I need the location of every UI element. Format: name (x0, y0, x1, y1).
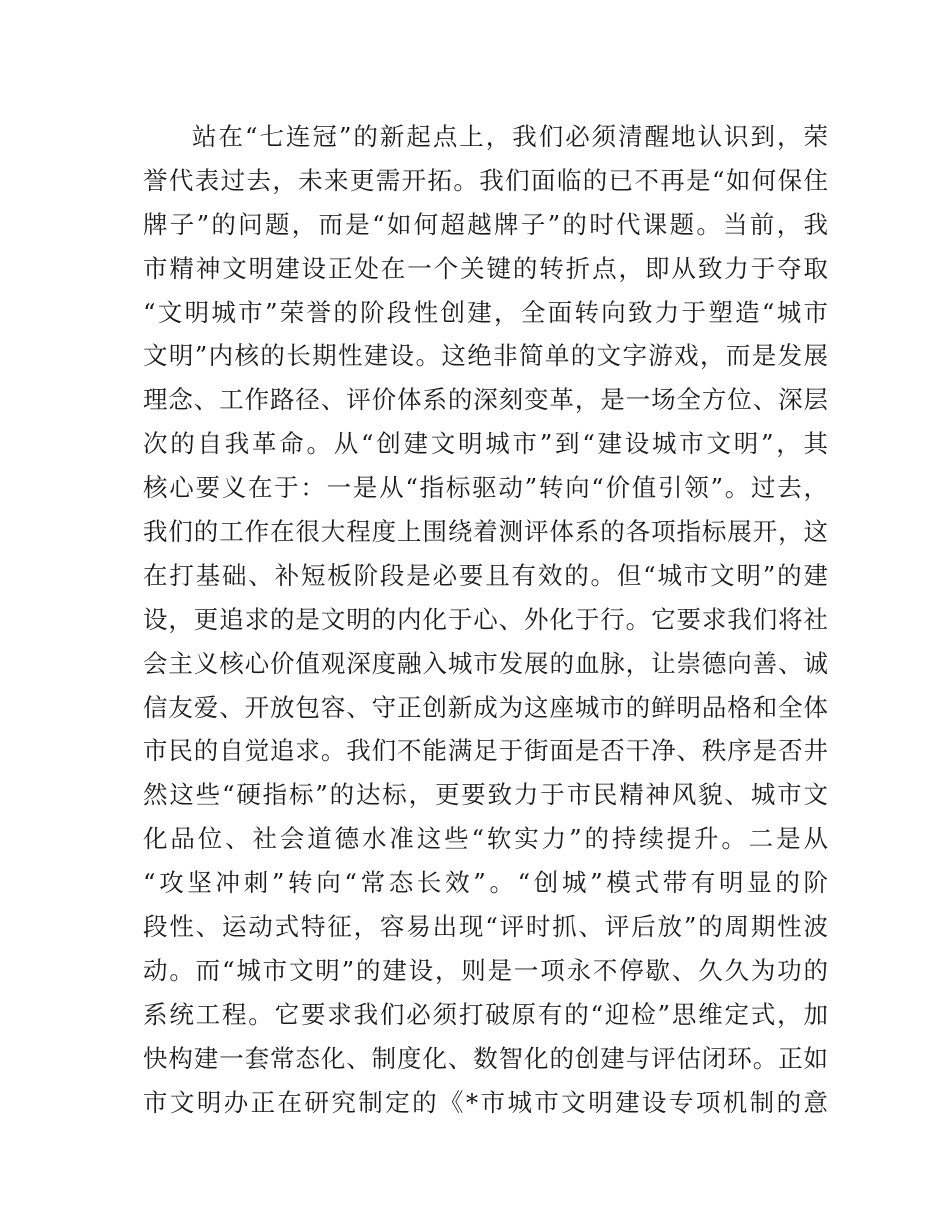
paragraph-line: 牌子”的问题，而是“如何超越牌子”的时代课题。当前，我 (143, 209, 828, 239)
paragraph-line: 然这些“硬指标”的达标，更要致力于市民精神风貌、城市文 (143, 780, 828, 810)
paragraph-line: 信友爱、开放包容、守正创新成为这座城市的鲜明品格和全体 (143, 692, 828, 722)
paragraph-line: 市精神文明建设正处在一个关键的转折点，即从致力于夺取 (143, 253, 828, 283)
paragraph-line: 理念、工作路径、评价体系的深刻变革，是一场全方位、深层 (143, 385, 828, 415)
paragraph-line: 段性、运动式特征，容易出现“评时抓、评后放”的周期性波 (143, 912, 828, 942)
body-paragraph (143, 115, 828, 1124)
paragraph-line: 设，更追求的是文明的内化于心、外化于行。它要求我们将社 (143, 604, 828, 634)
paragraph-line: 动。而“城市文明”的建设，则是一项永不停歇、久久为功的 (143, 955, 828, 985)
paragraph-line: 市民的自觉追求。我们不能满足于街面是否干净、秩序是否井 (143, 736, 828, 766)
paragraph-line: 市文明办正在研究制定的《*市城市文明建设专项机制的意 (143, 1087, 828, 1117)
paragraph-line: 我们的工作在很大程度上围绕着测评体系的各项指标展开，这 (143, 517, 828, 547)
paragraph-line: 次的自我革命。从“创建文明城市”到“建设城市文明”，其 (143, 429, 828, 459)
paragraph-line: 文明”内核的长期性建设。这绝非简单的文字游戏，而是发展 (143, 341, 828, 371)
paragraph-line: “文明城市”荣誉的阶段性创建，全面转向致力于塑造“城市 (143, 297, 828, 327)
paragraph-line: 化品位、社会道德水准这些“软实力”的持续提升。二是从 (143, 824, 828, 854)
paragraph-line: 系统工程。它要求我们必须打破原有的“迎检”思维定式，加 (143, 999, 828, 1029)
paragraph-line: 会主义核心价值观深度融入城市发展的血脉，让崇德向善、诚 (143, 648, 828, 678)
paragraph-line: 站在“七连冠”的新起点上，我们必须清醒地认识到，荣 (192, 122, 828, 151)
paragraph-line: 在打基础、补短板阶段是必要且有效的。但“城市文明”的建 (143, 560, 828, 590)
paragraph-line: “攻坚冲刺”转向“常态长效”。“创城”模式带有明显的阶 (143, 868, 828, 898)
paragraph-line: 快构建一套常态化、制度化、数智化的创建与评估闭环。正如 (143, 1043, 828, 1073)
paragraph-line: 核心要义在于：一是从“指标驱动”转向“价值引领”。过去， (143, 473, 828, 503)
paragraph-line: 誉代表过去，未来更需开拓。我们面临的已不再是“如何保住 (143, 165, 828, 195)
